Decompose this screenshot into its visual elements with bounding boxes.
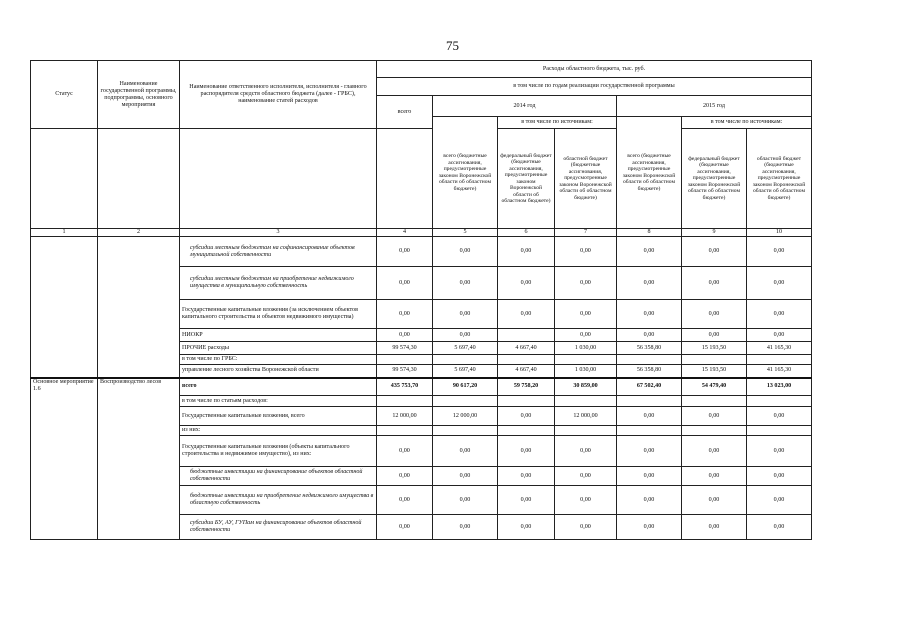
header-program-name: Наименование государственной программы, подпрограммы, основного мероприятия (98, 61, 180, 129)
header-total-budget-2014: всего (бюджетные ассигнования, предусмотренные законом Воронежской области об областном бюджете) (433, 117, 498, 229)
expense-item-cell: ПРОЧИЕ расходы (180, 342, 377, 355)
value-cell (747, 426, 812, 436)
value-cell: 0,00 (377, 300, 433, 329)
value-cell: 99 574,30 (377, 365, 433, 378)
value-cell: 0,00 (377, 267, 433, 300)
expense-item-cell: в том числе по статьям расходов: (180, 396, 377, 407)
value-cell: 15 193,50 (682, 342, 747, 355)
header-year-2014: 2014 год (433, 96, 617, 117)
status-cell (31, 237, 98, 378)
expense-item-cell: из них: (180, 426, 377, 436)
value-cell: 0,00 (555, 436, 617, 467)
value-cell: 0,00 (617, 436, 682, 467)
expense-item-cell: бюджетные инвестиции на финансирование объектов областной собственности (180, 467, 377, 486)
value-cell (682, 396, 747, 407)
header-status: Статус (31, 61, 98, 129)
budget-table (30, 60, 812, 540)
value-cell (555, 396, 617, 407)
value-cell (747, 396, 812, 407)
value-cell: 0,00 (682, 436, 747, 467)
value-cell: 41 165,30 (747, 342, 812, 355)
value-cell: 4 667,40 (498, 342, 555, 355)
value-cell (498, 329, 555, 342)
value-cell (498, 396, 555, 407)
value-cell: 12 000,00 (433, 407, 498, 426)
value-cell: 0,00 (555, 237, 617, 267)
value-cell (682, 426, 747, 436)
value-cell: 0,00 (747, 467, 812, 486)
value-cell: 0,00 (555, 467, 617, 486)
value-cell: 67 502,40 (617, 378, 682, 396)
value-cell: 13 023,00 (747, 378, 812, 396)
value-cell: 0,00 (555, 300, 617, 329)
value-cell: 0,00 (617, 237, 682, 267)
value-cell (433, 396, 498, 407)
expense-item-cell: управление лесного хозяйства Воронежской области (180, 365, 377, 378)
expense-item-cell: бюджетные инвестиции на приобретение недвижимого имущества в областную собственность (180, 486, 377, 515)
value-cell: 0,00 (617, 486, 682, 515)
value-cell: 0,00 (617, 267, 682, 300)
value-cell: 0,00 (682, 486, 747, 515)
header-expenses: Расходы областного бюджета, тыс. руб. (377, 61, 812, 78)
value-cell: 12 000,00 (377, 407, 433, 426)
status-cell: Основное мероприятие 1.6 (31, 378, 98, 540)
value-cell: 0,00 (747, 486, 812, 515)
value-cell: 0,00 (433, 436, 498, 467)
value-cell: 0,00 (377, 329, 433, 342)
value-cell: 0,00 (682, 467, 747, 486)
value-cell: 0,00 (377, 515, 433, 540)
value-cell: 0,00 (377, 237, 433, 267)
value-cell: 0,00 (682, 515, 747, 540)
value-cell: 0,00 (617, 467, 682, 486)
value-cell: 5 697,40 (433, 342, 498, 355)
expense-item-cell: всего (180, 378, 377, 396)
value-cell: 0,00 (377, 467, 433, 486)
value-cell: 0,00 (433, 486, 498, 515)
value-cell: 0,00 (498, 300, 555, 329)
table-body (31, 237, 812, 540)
header-regional-2015: областной бюджет (бюджетные ассигнования, предусмотренные законом Воронежской области об областном бюджете) (747, 129, 812, 229)
value-cell: 12 000,00 (555, 407, 617, 426)
value-cell: 0,00 (682, 300, 747, 329)
value-cell: 0,00 (433, 329, 498, 342)
value-cell: 1 030,00 (555, 365, 617, 378)
value-cell: 0,00 (682, 267, 747, 300)
column-numbers-row: 1 2 3 4 5 6 7 8 9 10 (31, 229, 812, 237)
value-cell: 0,00 (498, 237, 555, 267)
value-cell (617, 426, 682, 436)
value-cell: 0,00 (747, 300, 812, 329)
value-cell: 41 165,30 (747, 365, 812, 378)
header-by-years: в том числе по годам реализации государственной программы (377, 78, 812, 96)
value-cell: 56 358,80 (617, 365, 682, 378)
value-cell: 0,00 (747, 237, 812, 267)
value-cell: 0,00 (617, 329, 682, 342)
header-year-2015: 2015 год (617, 96, 812, 117)
expense-item-cell: субсидии БУ, АУ, ГУПам на финансирование объектов областной собственности (180, 515, 377, 540)
table-row (31, 237, 812, 267)
value-cell: 0,00 (682, 329, 747, 342)
header-federal-2015: федеральный бюджет (бюджетные ассигнования, предусмотренные законом Воронежской области об областном бюджете) (682, 129, 747, 229)
expense-item-cell: в том числе по ГРБС: (180, 355, 377, 365)
expense-item-cell: Государственные капитальные вложения, всего (180, 407, 377, 426)
value-cell (498, 355, 555, 365)
header-regional-2014: областной бюджет (бюджетные ассигнования, предусмотренные законом Воронежской области об областном бюджете) (555, 129, 617, 229)
value-cell: 0,00 (433, 467, 498, 486)
value-cell: 0,00 (498, 407, 555, 426)
expense-item-cell: субсидии местным бюджетам на приобретение недвижимого имущества в муниципальную собственность (180, 267, 377, 300)
value-cell: 0,00 (617, 515, 682, 540)
value-cell: 0,00 (433, 300, 498, 329)
value-cell: 0,00 (498, 515, 555, 540)
value-cell (555, 426, 617, 436)
value-cell: 0,00 (555, 329, 617, 342)
value-cell: 0,00 (682, 237, 747, 267)
value-cell: 0,00 (433, 515, 498, 540)
value-cell: 0,00 (433, 237, 498, 267)
expense-item-cell: НИОКР (180, 329, 377, 342)
value-cell: 0,00 (617, 407, 682, 426)
value-cell: 0,00 (498, 486, 555, 515)
header-by-sources-2014: в том числе по источникам: (498, 117, 617, 129)
header-executor: Наименование ответственного исполнителя, исполнителя - главного распорядителя средств областного бюджета (далее - ГРБС), наименование статей расходов (180, 61, 377, 129)
header-by-sources-2015: в том числе по источникам: (682, 117, 812, 129)
value-cell: 0,00 (747, 267, 812, 300)
value-cell: 0,00 (747, 436, 812, 467)
expense-item-cell: субсидии местным бюджетам на софинансирование объектов муниципальной собственности (180, 237, 377, 267)
program-name-cell: Воспроизводство лесов (98, 378, 180, 540)
value-cell (682, 355, 747, 365)
value-cell (555, 355, 617, 365)
value-cell: 0,00 (747, 515, 812, 540)
value-cell: 435 753,70 (377, 378, 433, 396)
expense-item-cell: Государственные капитальные вложения (объекты капитального строительства и недвижимое имущество), из них: (180, 436, 377, 467)
page-number: 75 (446, 38, 459, 53)
value-cell: 0,00 (747, 329, 812, 342)
value-cell: 59 758,20 (498, 378, 555, 396)
value-cell: 0,00 (498, 467, 555, 486)
value-cell (377, 426, 433, 436)
value-cell: 1 030,00 (555, 342, 617, 355)
value-cell: 0,00 (377, 436, 433, 467)
value-cell: 0,00 (747, 407, 812, 426)
value-cell: 54 479,40 (682, 378, 747, 396)
value-cell: 99 574,30 (377, 342, 433, 355)
value-cell: 0,00 (555, 267, 617, 300)
value-cell: 0,00 (555, 486, 617, 515)
header-total-budget-2015: всего (бюджетные ассигнования, предусмотренные законом Воронежской области об областном бюджете) (617, 117, 682, 229)
program-name-cell (98, 237, 180, 378)
value-cell (433, 426, 498, 436)
value-cell (617, 355, 682, 365)
value-cell (377, 355, 433, 365)
value-cell (377, 396, 433, 407)
value-cell: 0,00 (498, 436, 555, 467)
value-cell (498, 426, 555, 436)
value-cell: 0,00 (617, 300, 682, 329)
value-cell (617, 396, 682, 407)
value-cell: 0,00 (498, 267, 555, 300)
expense-item-cell: Государственные капитальные вложения (за исключением объектов капитального строительства и объектов недвижимого имущества) (180, 300, 377, 329)
value-cell (433, 355, 498, 365)
table-row (31, 378, 812, 396)
value-cell: 0,00 (682, 407, 747, 426)
value-cell: 90 617,20 (433, 378, 498, 396)
value-cell: 56 358,80 (617, 342, 682, 355)
value-cell: 0,00 (555, 515, 617, 540)
value-cell: 0,00 (433, 267, 498, 300)
value-cell: 30 859,00 (555, 378, 617, 396)
header-federal-2014: федеральный бюджет (бюджетные ассигнования, предусмотренные законом Воронежской области об областном бюджете) (498, 129, 555, 229)
value-cell: 4 667,40 (498, 365, 555, 378)
header-total: всего (377, 96, 433, 129)
value-cell: 15 193,50 (682, 365, 747, 378)
value-cell: 0,00 (377, 486, 433, 515)
value-cell: 5 697,40 (433, 365, 498, 378)
value-cell (747, 355, 812, 365)
